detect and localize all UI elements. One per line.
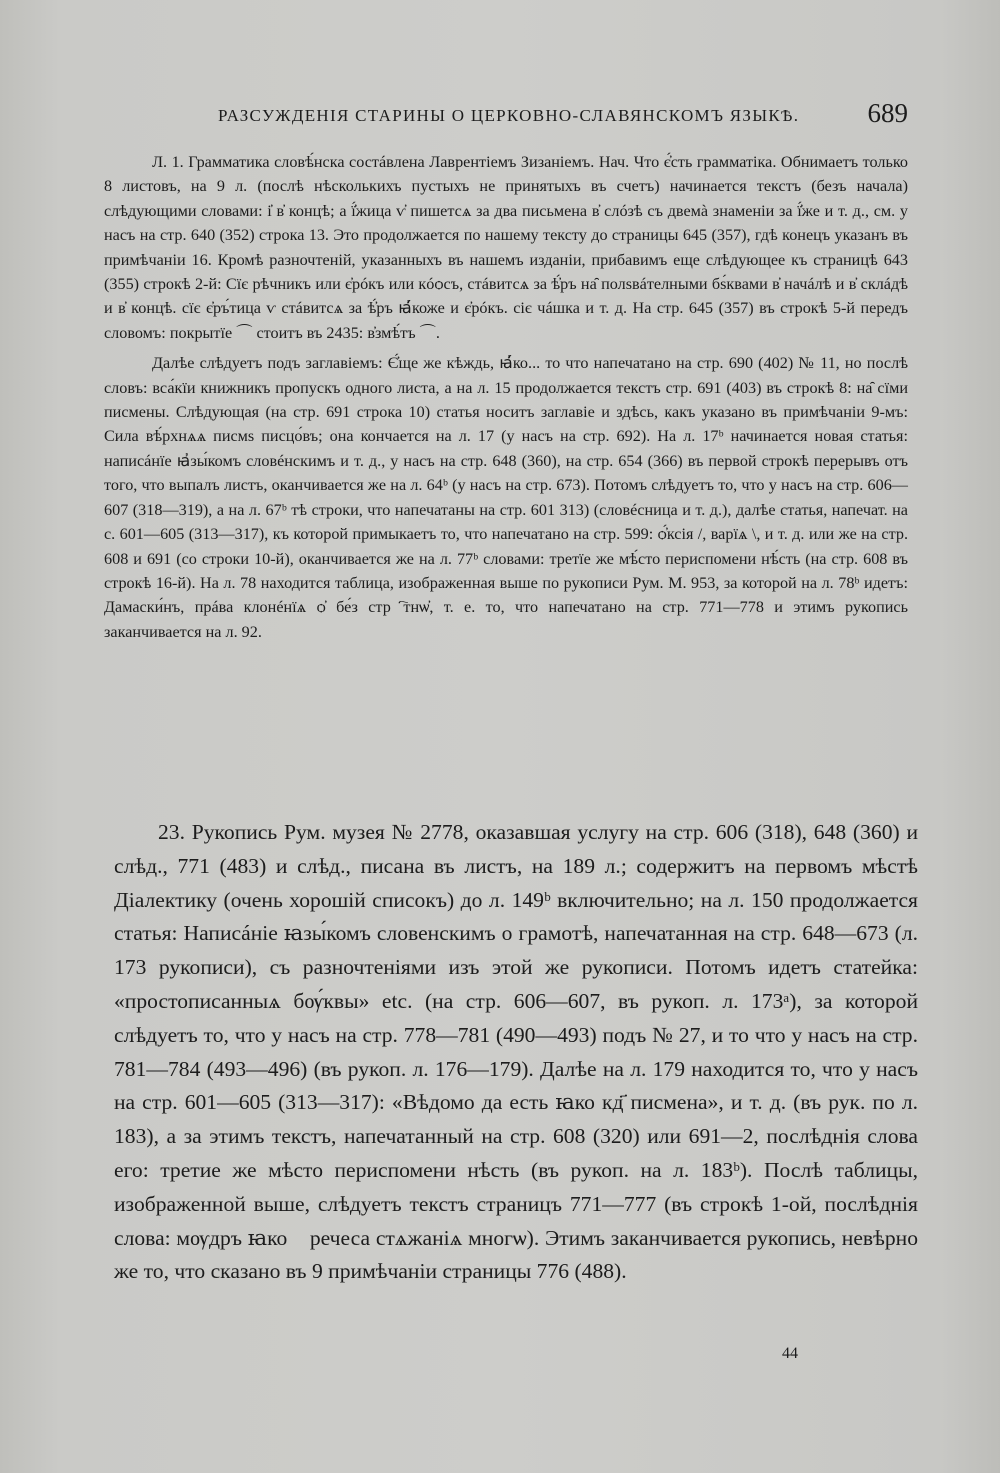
paragraph-continuation: Далѣе слѣдуетъ подъ заглавіемъ: Є҆́ще же кѣждь, ꙗ҆́ко... то что напечатано на стр. 690 (402) № 11, но послѣ словъ: вса́кїи книжникъ пропускъ одного листа, а на л. 15 продолжается текстъ стр. 691 (403) въ строкѣ 8: на̑ сїми писмены. Слѣдующая (на стр. 691 строка 10) статья носитъ заглавіе и здѣсь, какъ указано въ примѣчаніи 9-мъ: Сила вѣ́рхнѧѧ писмѕ писцо́въ; она кончается на л. 17 (у насъ на стр. 692). На л. 17ᵇ начинается новая статья: написáнїе ꙗ҆зы́комъ словéнскимъ и т. д., у насъ на стр. 648 (360), на стр. 654 (366) въ первой строкѣ перерывъ отъ того, что выпалъ листъ, оканчивается же на л. 64ᵇ (у насъ на стр. 673). Потомъ слѣдуетъ то, что у насъ на стр. 606—607 (318—319), а на л. 67ᵇ тѣ строки, что напечатаны на стр. 601 313) (словéсница и т. д.), далѣе статья, напечат. на с. 601—605 (313—317), къ которой примыкаетъ то, что напечатано на стр. 599: ѻ҆́ксія /, варїѧ \, и т. д. или же на стр. 608 и 691 (со строки 10-й), оканчивается же на л. 77ᵇ словами: третїе же мѣ́сто периспомени нѣ́сть (на стр. 608 въ строкѣ 16-й). На л. 78 находится таблица, изображенная выше по рукописи Рум. М. 953, за которой на л. 78ᵇ идетъ: Дамаски́нъ, прáва клонéнїѧ ѻ҆ бе́з стрⷭ҇тнѡ҆, т. е. то, что напечатано на стр. 771—778 и этимъ рукопись заканчивается на л. 92.: [104, 354, 908, 641]
running-title: РАЗСУЖДЕНІЯ СТАРИНЫ О ЦЕРКОВНО-СЛАВЯНСКОМЪ ЯЗЫКѢ.: [218, 106, 800, 125]
printer-signature-mark: 44: [782, 1345, 798, 1362]
page-number: 689: [867, 98, 908, 128]
paragraph-manuscript-23: 23. Рукопись Рум. музея № 2778, оказавшая услугу на стр. 606 (318), 648 (360) и слѣд., 771 (483) и слѣд., писана въ листъ, на 189 л.; содержитъ на первомъ мѣстѣ Діалектику (очень хорошій списокъ) до л. 149ᵇ включительно; на л. 150 продолжается статья: Написáніе ꙗзы́комъ словенскимъ о грамотѣ, напечатанная на стр. 648—673 (л. 173 рукописи), съ разночтеніями изъ этой же рукописи. Потомъ идетъ статейка: «простописанныѧ бѹ́квы» etc. (на стр. 606—607, въ рукоп. л. 173ᵃ), за которой слѣдуетъ то, что у насъ на стр. 778—781 (490—493) подъ № 27, и то что у насъ на стр. 781—784 (493—496) (въ рукоп. л. 176—179). Далѣе на л. 179 находится то, что у насъ на стр. 601—605 (313—317): «Вѣдомо да есть ꙗко кд҃ писмена», и т. д. (въ рук. по л. 183), а за этимъ текстъ, напечатанный на стр. 608 (320) или 691—2, послѣднія слова его: третие же мѣсто периспомени нѣсть (въ рукоп. на л. 183ᵇ). Послѣ таблицы, изображенной выше, слѣдуетъ текстъ страницъ 771—777 (въ строкѣ 1-ой, послѣднія слова: мѹдръ ꙗкоⷤ речеса стѧжаніѧ многѡ). Этимъ заканчивается рукопись, невѣрно же то, что сказано въ 9 примѣчаніи страницы 776 (488).: [114, 820, 918, 1284]
paragraph-grammar-description: Л. 1. Грамматика словѣ́нска состáвлена Лаврентіемъ Зизаніемъ. Нач. Что є҆́сть грамматіка. Обнимаетъ только 8 листовъ, на 9 л. (послѣ нѣсколькихъ пустыхъ не принятыхъ въ счетъ) начинается текстъ (безъ начала) слѣдующими словами: і҆ в҆ концѣ; а ї҆́жица ѵ҆ пишетсѧ за два письмена в҆ слóзѣ съ двемà знаменіи за ї҆́же и т. д., см. у насъ на стр. 640 (352) строка 13. Это продолжается по нашему тексту до страницы 645 (357), гдѣ конецъ указанъ въ примѣчаніи 16. Кромѣ разночтеній, указанныхъ въ нашемъ изданіи, прибавимъ еще слѣдующее къ страницѣ 643 (355) строкѣ 2-й: Сїє рѣчникъ или є҆рóкъ или кóѻсъ, стáвитсѧ за ѣ҆́ръ на̑ полѕвáтелными бѕ́квами в҆ начáлѣ и в҆ склáдѣ и в҆ концѣ. сїє є҆ръ́тица ѵ стáвитсѧ за ѣ҆́ръ ꙗ҆́коже и є҆рóкъ. сіє чáшка и т. д. На стр. 645 (357) въ строкѣ 5-й передъ словомъ: покрытїе ⌒ стоитъ въ 2435: в҆змѣ́тъ ⌒.: [104, 153, 908, 342]
main-text-block: [114, 816, 918, 1289]
small-print-block: [104, 150, 908, 650]
page-header: [218, 98, 908, 138]
